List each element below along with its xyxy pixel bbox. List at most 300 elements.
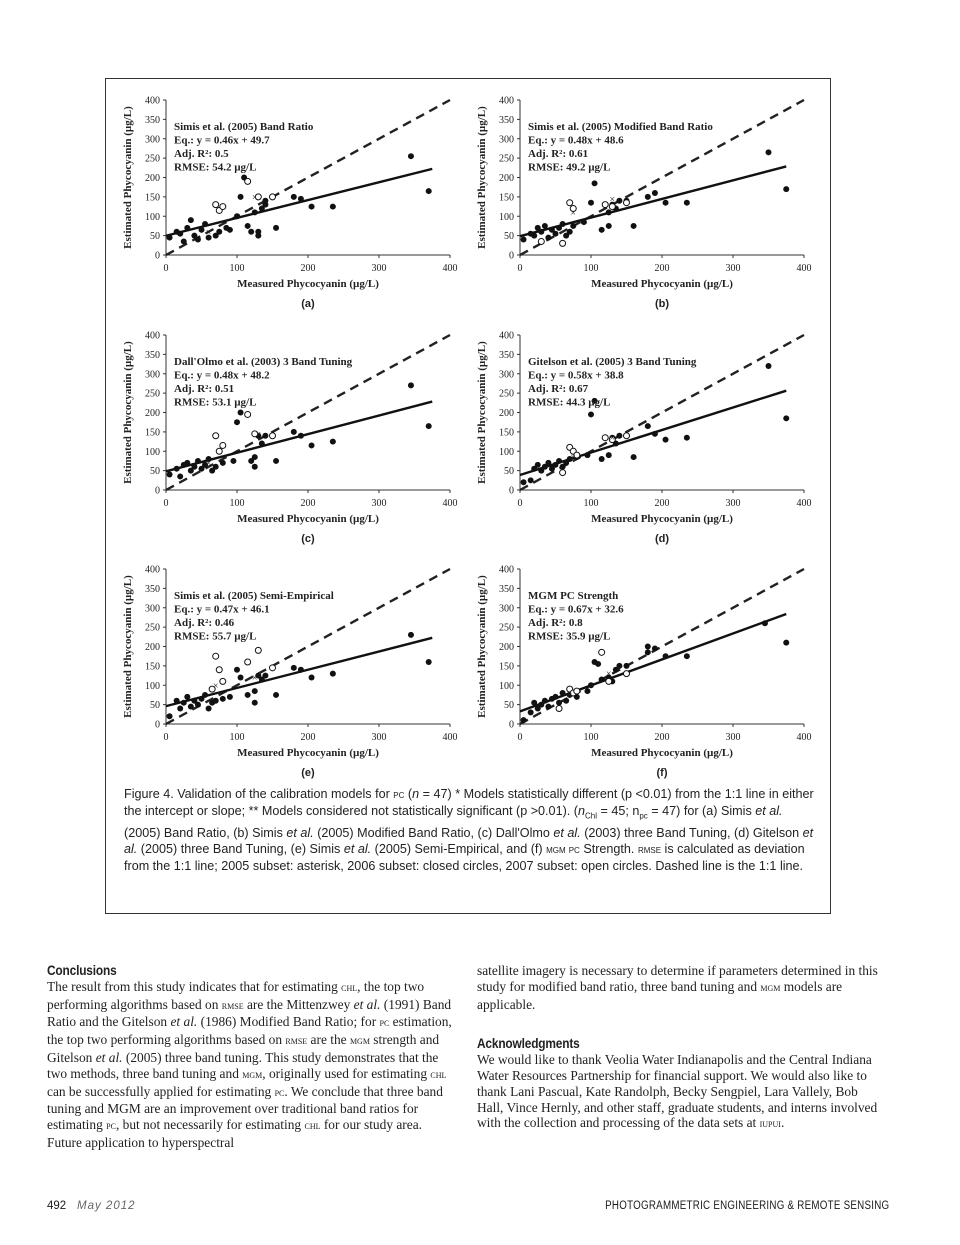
closed-point-2006 xyxy=(177,231,183,237)
open-point-2007 xyxy=(538,238,544,244)
closed-point-2006 xyxy=(181,700,187,706)
open-point-2007 xyxy=(270,665,276,671)
closed-point-2006 xyxy=(570,223,576,229)
closed-point-2006 xyxy=(227,227,233,233)
y-tick-label: 150 xyxy=(145,661,160,673)
panel-letter: (f) xyxy=(656,767,668,779)
model-title: Gitelson et al. (2005) 3 Band Tuning xyxy=(528,356,697,368)
y-tick-label: 0 xyxy=(155,485,160,497)
model-adj-r2: Adj. R²: 0.8 xyxy=(528,617,583,629)
asterisk-point-2005: × xyxy=(570,452,577,464)
closed-point-2006 xyxy=(252,700,258,706)
closed-point-2006 xyxy=(167,472,173,478)
caption-text: (2005) Band Ratio, (b) Simis xyxy=(124,825,287,840)
y-tick-label: 0 xyxy=(509,250,514,262)
asterisk-point-2005: × xyxy=(205,227,212,239)
asterisk-point-2005: × xyxy=(605,669,612,681)
closed-point-2006 xyxy=(538,229,544,235)
closed-point-2006 xyxy=(291,429,297,435)
closed-point-2006 xyxy=(584,452,590,458)
chart-panel-2 xyxy=(476,96,812,311)
open-point-2007 xyxy=(599,649,605,655)
closed-point-2006 xyxy=(783,640,789,646)
closed-point-2006 xyxy=(202,692,208,698)
closed-point-2006 xyxy=(652,190,658,196)
closed-point-2006 xyxy=(330,204,336,210)
open-point-2007 xyxy=(624,671,630,677)
closed-point-2006 xyxy=(535,462,541,468)
y-tick-label: 0 xyxy=(155,250,160,262)
model-equation: Eq.: y = 0.47x + 46.1 xyxy=(174,603,270,616)
caption-text: (2005) Semi-Empirical, and (f) xyxy=(371,842,547,857)
model-rmse: RMSE: 54.2 µg/L xyxy=(174,161,257,174)
closed-point-2006 xyxy=(177,473,183,479)
x-axis-label: Measured Phycocyanin (µg/L) xyxy=(237,278,379,290)
open-point-2007 xyxy=(567,200,573,206)
y-tick-label: 200 xyxy=(145,408,160,419)
closed-point-2006 xyxy=(521,237,527,243)
model-adj-r2: Adj. R²: 0.61 xyxy=(528,148,589,160)
acknowledgments-paragraph: We would like to thank Veolia Water Indianapolis and the Central Indiana Water Resources Partnership for financial support. We would also like to thank Lani Pascual, Kate Randolph, Becky Sengpiel, Lara Vallely, Bob Hall, Vince Hernly, and other staff, graduate students, and interns involved with the collection and processing of the data sets at iupui. xyxy=(477,1052,878,1131)
closed-point-2006 xyxy=(783,415,789,421)
closed-point-2006 xyxy=(783,186,789,192)
closed-point-2006 xyxy=(195,458,201,464)
closed-point-2006 xyxy=(663,437,669,443)
caption-rmse: rmse xyxy=(637,844,662,857)
y-tick-label: 150 xyxy=(499,661,514,673)
asterisk-point-2005: × xyxy=(251,673,258,684)
closed-point-2006 xyxy=(531,700,537,706)
closed-point-2006 xyxy=(652,431,658,437)
closed-point-2006 xyxy=(545,235,551,241)
model-title: Simis et al. (2005) Modified Band Ratio xyxy=(528,121,713,133)
chart-panel-6 xyxy=(476,565,812,780)
closed-point-2006 xyxy=(663,200,669,206)
open-point-2007 xyxy=(602,435,608,441)
y-tick-label: 250 xyxy=(145,388,160,400)
closed-point-2006 xyxy=(588,682,594,688)
closed-point-2006 xyxy=(273,225,279,231)
closed-point-2006 xyxy=(426,659,432,665)
closed-point-2006 xyxy=(599,227,605,233)
open-point-2007 xyxy=(220,678,226,684)
closed-point-2006 xyxy=(273,458,279,464)
x-tick-label: 0 xyxy=(517,732,523,743)
asterisk-point-2005: × xyxy=(570,207,577,219)
closed-point-2006 xyxy=(330,439,336,445)
closed-point-2006 xyxy=(542,223,548,229)
closed-point-2006 xyxy=(234,213,240,219)
x-tick-label: 400 xyxy=(796,732,812,743)
asterisk-point-2005: × xyxy=(255,429,262,441)
asterisk-point-2005: × xyxy=(566,690,573,702)
closed-point-2006 xyxy=(238,675,244,681)
closed-point-2006 xyxy=(531,233,537,239)
model-rmse: RMSE: 55.7 µg/L xyxy=(174,630,257,643)
panel-letter: (c) xyxy=(301,533,315,545)
closed-point-2006 xyxy=(528,477,534,483)
closed-point-2006 xyxy=(181,238,187,244)
open-point-2007 xyxy=(245,411,251,417)
caption-label: Figure 4. xyxy=(124,787,174,801)
closed-point-2006 xyxy=(762,620,768,626)
model-rmse: RMSE: 35.9 µg/L xyxy=(528,630,611,643)
asterisk-point-2005: × xyxy=(251,192,258,204)
asterisk-point-2005: × xyxy=(609,433,616,445)
issue-date: May 2012 xyxy=(77,1200,136,1212)
caption-text: is calculated as deviation from the 1:1 line; 2005 subset: asterisk, 2006 subset: closed circles, 2007 subset: open circles. Dashed line is the 1:1 line. xyxy=(124,842,805,874)
closed-point-2006 xyxy=(199,227,205,233)
closed-point-2006 xyxy=(174,698,180,704)
x-tick-label: 300 xyxy=(725,498,741,509)
caption-pc: pc xyxy=(393,789,405,801)
closed-point-2006 xyxy=(298,196,304,202)
closed-point-2006 xyxy=(195,702,201,708)
closed-point-2006 xyxy=(631,223,637,229)
y-tick-label: 200 xyxy=(499,173,514,184)
y-tick-label: 300 xyxy=(499,134,514,146)
caption-etal: et al. xyxy=(286,825,314,840)
y-tick-label: 300 xyxy=(145,603,160,615)
chart-panel-3 xyxy=(122,331,458,546)
closed-point-2006 xyxy=(184,460,190,466)
closed-point-2006 xyxy=(545,704,551,710)
y-tick-label: 350 xyxy=(499,114,514,126)
closed-point-2006 xyxy=(220,696,226,702)
y-tick-label: 50 xyxy=(150,231,160,243)
open-point-2007 xyxy=(556,706,562,712)
closed-point-2006 xyxy=(262,202,268,208)
y-tick-label: 200 xyxy=(145,173,160,184)
y-tick-label: 350 xyxy=(145,349,160,361)
x-tick-label: 400 xyxy=(442,263,458,274)
closed-point-2006 xyxy=(184,225,190,231)
closed-point-2006 xyxy=(252,688,258,694)
closed-point-2006 xyxy=(616,433,622,439)
y-tick-label: 50 xyxy=(504,231,514,243)
closed-point-2006 xyxy=(252,209,258,215)
closed-point-2006 xyxy=(684,435,690,441)
open-point-2007 xyxy=(270,433,276,439)
chart-panel-1 xyxy=(122,96,458,311)
panel-letter: (d) xyxy=(654,533,670,545)
caption-text: ( xyxy=(404,787,413,801)
x-tick-label: 300 xyxy=(725,732,741,743)
model-adj-r2: Adj. R²: 0.5 xyxy=(174,148,229,160)
x-tick-label: 400 xyxy=(796,498,812,509)
closed-point-2006 xyxy=(195,237,201,243)
conclusions-paragraph: The result from this study indicates that for estimating chl, the top two performing algorithms based on rmse are the Mittenzwey et al. (1991) Band Ratio and the Gitelson et al. (1986) Modified Band Ratio; for pc estimation, the top two performing algorithms based on rmse are the mgm strength and Gitelson et al. (2005) three band tuning. This study demonstrates that the two methods, three band tuning and mgm, originally used for estimating chl can be successfully applied for estimating pc. We conclude that three band tuning and MGM are an improvement over traditional band ratios for estimating pc, but not necessarily for estimating chl for our study area. Future application to hyperspectral xyxy=(47,978,452,1150)
closed-point-2006 xyxy=(542,698,548,704)
open-point-2007 xyxy=(624,200,630,206)
page-number: 492 xyxy=(47,1200,67,1212)
closed-point-2006 xyxy=(298,433,304,439)
closed-point-2006 xyxy=(588,411,594,417)
y-tick-label: 0 xyxy=(509,485,514,497)
closed-point-2006 xyxy=(766,149,772,155)
y-tick-label: 350 xyxy=(499,349,514,361)
caption-n-chl: n xyxy=(577,804,585,819)
right-column xyxy=(477,963,887,1133)
closed-point-2006 xyxy=(184,694,190,700)
y-axis-label: Estimated Phycocyanin (µg/L) xyxy=(122,106,134,249)
closed-point-2006 xyxy=(216,229,222,235)
x-tick-label: 100 xyxy=(229,732,245,743)
closed-point-2006 xyxy=(255,229,261,235)
y-tick-label: 150 xyxy=(499,192,514,204)
closed-point-2006 xyxy=(645,644,651,650)
x-tick-label: 200 xyxy=(300,498,316,509)
y-tick-label: 200 xyxy=(145,642,160,653)
closed-point-2006 xyxy=(213,698,219,704)
open-point-2007 xyxy=(574,688,580,694)
model-title: Dall'Olmo et al. (2003) 3 Band Tuning xyxy=(174,356,353,368)
open-point-2007 xyxy=(560,470,566,476)
x-tick-label: 100 xyxy=(229,498,245,509)
closed-point-2006 xyxy=(245,692,251,698)
closed-point-2006 xyxy=(248,229,254,235)
closed-point-2006 xyxy=(291,194,297,200)
open-point-2007 xyxy=(220,442,226,448)
caption-text: Validation of the calibration models for xyxy=(173,787,394,801)
y-tick-label: 100 xyxy=(499,680,514,692)
closed-point-2006 xyxy=(177,706,183,712)
chart-panel-4 xyxy=(476,331,812,546)
x-tick-label: 200 xyxy=(300,732,316,743)
closed-point-2006 xyxy=(553,694,559,700)
x-axis-label: Measured Phycocyanin (µg/L) xyxy=(591,747,733,759)
closed-point-2006 xyxy=(645,194,651,200)
model-adj-r2: Adj. R²: 0.51 xyxy=(174,383,235,395)
x-tick-label: 100 xyxy=(583,732,599,743)
closed-point-2006 xyxy=(252,464,258,470)
x-tick-label: 400 xyxy=(442,732,458,743)
caption-sub-pc: pc xyxy=(639,811,648,821)
y-axis-label: Estimated Phycocyanin (µg/L) xyxy=(476,106,488,249)
x-tick-label: 400 xyxy=(442,498,458,509)
caption-text: = 45; n xyxy=(596,804,640,819)
y-tick-label: 50 xyxy=(150,466,160,478)
caption-text: (2005) Modified Band Ratio, (c) Dall'Olmo xyxy=(313,825,554,840)
open-point-2007 xyxy=(213,202,219,208)
closed-point-2006 xyxy=(188,704,194,710)
closed-point-2006 xyxy=(599,456,605,462)
x-tick-label: 100 xyxy=(583,498,599,509)
open-point-2007 xyxy=(220,204,226,210)
closed-point-2006 xyxy=(408,382,414,388)
closed-point-2006 xyxy=(528,709,534,715)
closed-point-2006 xyxy=(766,363,772,369)
closed-point-2006 xyxy=(234,419,240,425)
asterisk-point-2005: × xyxy=(609,194,616,206)
closed-point-2006 xyxy=(616,663,622,669)
x-tick-label: 200 xyxy=(654,263,670,274)
x-axis-label: Measured Phycocyanin (µg/L) xyxy=(237,747,379,759)
x-tick-label: 100 xyxy=(583,263,599,274)
x-axis-label: Measured Phycocyanin (µg/L) xyxy=(237,513,379,525)
closed-point-2006 xyxy=(408,153,414,159)
y-tick-label: 300 xyxy=(145,134,160,146)
x-tick-label: 0 xyxy=(163,732,169,743)
open-point-2007 xyxy=(624,433,630,439)
y-tick-label: 0 xyxy=(509,719,514,731)
closed-point-2006 xyxy=(560,221,566,227)
x-tick-label: 0 xyxy=(163,498,169,509)
model-title: MGM PC Strength xyxy=(528,590,619,602)
panel-letter: (e) xyxy=(301,767,315,779)
y-axis-label: Estimated Phycocyanin (µg/L) xyxy=(122,575,134,718)
y-tick-label: 400 xyxy=(145,95,160,107)
model-equation: Eq.: y = 0.46x + 49.7 xyxy=(174,134,270,147)
continuation-paragraph: satellite imagery is necessary to determine if parameters determined in this study for modified band ratio, three band tuning and mgm models are applicable. xyxy=(477,963,878,1012)
caption-etal: et al. xyxy=(343,842,372,857)
caption-sub-chl: Chl xyxy=(584,811,597,821)
y-tick-label: 150 xyxy=(499,427,514,439)
y-tick-label: 250 xyxy=(499,153,514,165)
x-tick-label: 400 xyxy=(796,263,812,274)
closed-point-2006 xyxy=(230,458,236,464)
open-point-2007 xyxy=(216,448,222,454)
y-tick-label: 250 xyxy=(145,622,160,634)
x-axis-label: Measured Phycocyanin (µg/L) xyxy=(591,513,733,525)
open-point-2007 xyxy=(255,647,261,653)
closed-point-2006 xyxy=(206,706,212,712)
closed-point-2006 xyxy=(624,663,630,669)
open-point-2007 xyxy=(560,240,566,246)
y-tick-label: 50 xyxy=(504,466,514,478)
closed-point-2006 xyxy=(191,464,197,470)
closed-point-2006 xyxy=(663,653,669,659)
closed-point-2006 xyxy=(167,235,173,241)
y-tick-label: 400 xyxy=(145,330,160,342)
y-tick-label: 50 xyxy=(150,700,160,712)
x-tick-label: 200 xyxy=(654,732,670,743)
model-rmse: RMSE: 44.3 µg/L xyxy=(528,396,611,409)
open-point-2007 xyxy=(602,202,608,208)
open-point-2007 xyxy=(245,178,251,184)
closed-point-2006 xyxy=(581,219,587,225)
closed-point-2006 xyxy=(567,229,573,235)
x-axis-label: Measured Phycocyanin (µg/L) xyxy=(591,278,733,290)
closed-point-2006 xyxy=(645,649,651,655)
y-tick-label: 200 xyxy=(499,408,514,419)
x-tick-label: 0 xyxy=(517,263,523,274)
closed-point-2006 xyxy=(588,200,594,206)
model-adj-r2: Adj. R²: 0.67 xyxy=(528,383,589,395)
closed-point-2006 xyxy=(556,458,562,464)
closed-point-2006 xyxy=(606,209,612,215)
closed-point-2006 xyxy=(584,688,590,694)
closed-point-2006 xyxy=(238,194,244,200)
y-tick-label: 250 xyxy=(499,388,514,400)
open-point-2007 xyxy=(216,667,222,673)
panel-letter: (a) xyxy=(301,298,315,310)
closed-point-2006 xyxy=(309,204,315,210)
open-point-2007 xyxy=(245,659,251,665)
closed-point-2006 xyxy=(684,200,690,206)
y-tick-label: 100 xyxy=(499,211,514,223)
y-tick-label: 300 xyxy=(145,369,160,381)
model-rmse: RMSE: 49.2 µg/L xyxy=(528,161,611,174)
closed-point-2006 xyxy=(606,452,612,458)
closed-point-2006 xyxy=(252,454,258,460)
caption-text: = 47) for (a) Simis xyxy=(647,804,756,819)
closed-point-2006 xyxy=(599,676,605,682)
asterisk-point-2005: × xyxy=(205,458,212,470)
closed-point-2006 xyxy=(220,460,226,466)
model-title: Simis et al. (2005) Band Ratio xyxy=(174,121,314,133)
y-tick-label: 350 xyxy=(145,114,160,126)
x-tick-label: 200 xyxy=(300,263,316,274)
open-point-2007 xyxy=(270,194,276,200)
closed-point-2006 xyxy=(595,661,601,667)
closed-point-2006 xyxy=(262,673,268,679)
closed-point-2006 xyxy=(174,466,180,472)
closed-point-2006 xyxy=(245,223,251,229)
caption-mgm: mgm pc xyxy=(546,844,580,857)
y-tick-label: 400 xyxy=(499,564,514,576)
x-tick-label: 200 xyxy=(654,498,670,509)
closed-point-2006 xyxy=(606,223,612,229)
closed-point-2006 xyxy=(521,717,527,723)
closed-point-2006 xyxy=(259,441,265,447)
closed-point-2006 xyxy=(309,675,315,681)
y-axis-label: Estimated Phycocyanin (µg/L) xyxy=(122,341,134,484)
y-tick-label: 250 xyxy=(145,153,160,165)
closed-point-2006 xyxy=(167,713,173,719)
x-tick-label: 300 xyxy=(371,732,387,743)
x-tick-label: 100 xyxy=(229,263,245,274)
closed-point-2006 xyxy=(330,671,336,677)
x-tick-label: 300 xyxy=(371,263,387,274)
caption-etal: et al. xyxy=(755,804,783,819)
open-point-2007 xyxy=(213,433,219,439)
y-axis-label: Estimated Phycocyanin (µg/L) xyxy=(476,341,488,484)
y-tick-label: 350 xyxy=(145,583,160,595)
y-tick-label: 0 xyxy=(155,719,160,731)
model-equation: Eq.: y = 0.48x + 48.2 xyxy=(174,369,270,382)
x-tick-label: 0 xyxy=(163,263,169,274)
asterisk-point-2005: × xyxy=(212,680,219,692)
journal-name: PHOTOGRAMMETRIC ENGINEERING & REMOTE SENSING xyxy=(604,1200,889,1212)
acknowledgments-heading: Acknowledgments xyxy=(477,1035,580,1052)
closed-point-2006 xyxy=(213,464,219,470)
closed-point-2006 xyxy=(426,423,432,429)
closed-point-2006 xyxy=(560,690,566,696)
closed-point-2006 xyxy=(631,454,637,460)
closed-point-2006 xyxy=(273,692,279,698)
closed-point-2006 xyxy=(227,694,233,700)
closed-point-2006 xyxy=(202,221,208,227)
caption-text: Strength. xyxy=(579,842,638,857)
closed-point-2006 xyxy=(645,423,651,429)
closed-point-2006 xyxy=(309,442,315,448)
closed-point-2006 xyxy=(408,632,414,638)
closed-point-2006 xyxy=(426,188,432,194)
closed-point-2006 xyxy=(298,667,304,673)
closed-point-2006 xyxy=(553,231,559,237)
y-tick-label: 50 xyxy=(504,700,514,712)
y-tick-label: 350 xyxy=(499,583,514,595)
y-tick-label: 400 xyxy=(145,564,160,576)
closed-point-2006 xyxy=(291,665,297,671)
y-tick-label: 100 xyxy=(145,680,160,692)
caption-etal: et al. xyxy=(124,825,814,857)
caption-text: (2003) three Band Tuning, (d) Gitelson xyxy=(580,825,803,840)
model-title: Simis et al. (2005) Semi-Empirical xyxy=(174,590,334,602)
open-point-2007 xyxy=(213,653,219,659)
closed-point-2006 xyxy=(262,433,268,439)
